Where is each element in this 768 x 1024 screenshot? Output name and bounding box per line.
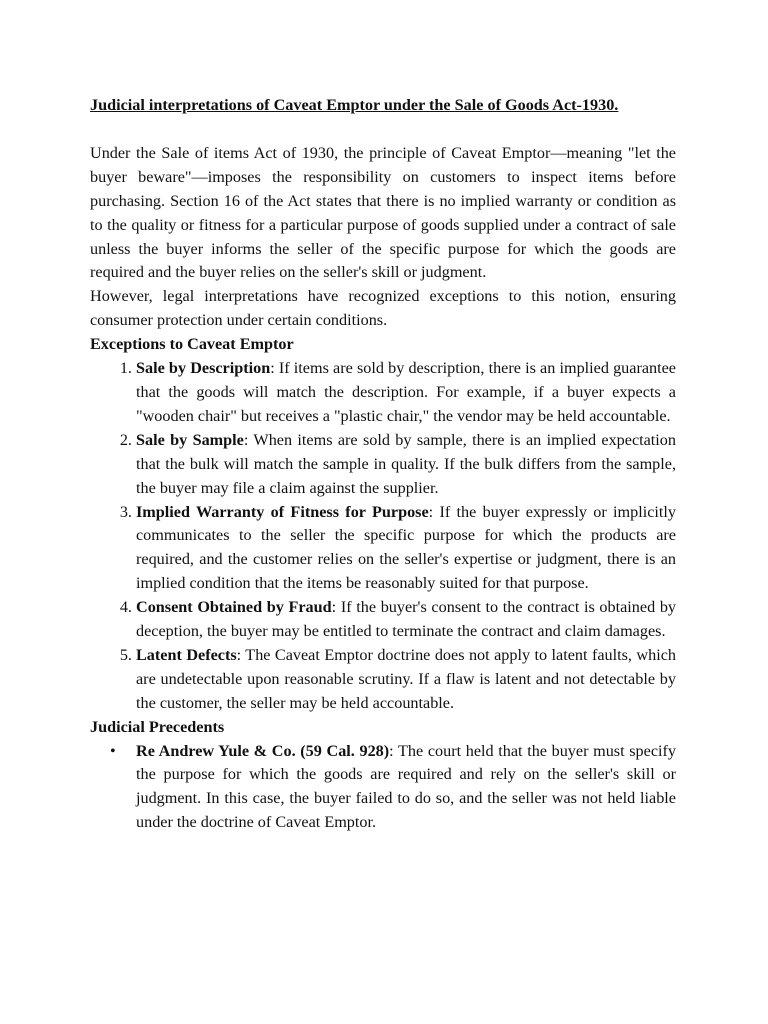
precedent-text: : The court held that the buyer must specify the purpose for which the goods are required and rely on the seller's skill or judgment. In this case, the buyer failed to do so, and the seller was not held liable under the doctrine of Caveat Emptor. bbox=[136, 741, 676, 832]
precedents-list bbox=[90, 740, 676, 836]
exception-text: : If the buyer expressly or implicitly communicates to the seller the specific purpose for which the products are required, and the customer relies on the seller's expertise or judgment, there is an implied condition that the items be reasonably suited for that purpose. bbox=[136, 502, 677, 593]
document-page bbox=[90, 94, 676, 835]
document-title: Judicial interpretations of Caveat Emptor under the Sale of Goods Act-1930. bbox=[90, 96, 619, 114]
exception-text: : The Caveat Emptor doctrine does not apply to latent faults, which are undetectable upon reasonable scrutiny. If a flaw is latent and not detectable by the customer, the seller may be held accountable. bbox=[136, 645, 676, 712]
exception-term: Implied Warranty of Fitness for Purpose bbox=[136, 502, 429, 521]
exception-term: Consent Obtained by Fraud bbox=[136, 598, 332, 617]
exceptions-heading: Exceptions to Caveat Emptor bbox=[90, 335, 294, 354]
exception-text: : If items are sold by description, there is an implied guarantee that the goods will match the description. For example, if a buyer expects a "wooden chair" but receives a "plastic chair," the vendor may be held accountable. bbox=[136, 359, 676, 425]
exceptions-list bbox=[90, 357, 676, 716]
intro-paragraph: Under the Sale of items Act of 1930, the principle of Caveat Emptor—meaning "let the buyer beware"—imposes the responsibility on customers to inspect items before purchasing. Section 16 of the Act states that there is no implied warranty or condition as to the quality or fitness for a particular purpose of goods supplied under a contract of sale unless the buyer informs the seller of the specific purpose for which the goods are required and the buyer relies on the seller's skill or judgment. bbox=[90, 143, 676, 282]
exception-term: Latent Defects bbox=[136, 645, 237, 664]
exception-text: : When items are sold by sample, there is an implied expectation that the bulk will match the sample in quality. If the bulk differs from the sample, the buyer may file a claim against the supplier. bbox=[136, 430, 676, 497]
exception-item bbox=[136, 644, 676, 716]
exception-term: Sale by Sample bbox=[136, 430, 244, 449]
precedent-case: Re Andrew Yule & Co. (59 Cal. 928) bbox=[136, 741, 390, 760]
precedent-item bbox=[110, 740, 676, 836]
exception-item bbox=[136, 596, 676, 644]
exception-item bbox=[136, 429, 676, 501]
precedents-heading: Judicial Precedents bbox=[90, 717, 225, 736]
bullet-icon: • bbox=[110, 741, 116, 760]
exception-term: Sale by Description bbox=[136, 359, 271, 378]
exception-item bbox=[136, 357, 676, 429]
exception-text: : If the buyer's consent to the contract is obtained by deception, the buyer may be entitled to terminate the contract and claim damages. bbox=[136, 598, 677, 641]
exception-item bbox=[136, 501, 676, 597]
exceptions-intro-paragraph: However, legal interpretations have recognized exceptions to this notion, ensuring consumer protection under certain conditions. bbox=[90, 287, 676, 330]
